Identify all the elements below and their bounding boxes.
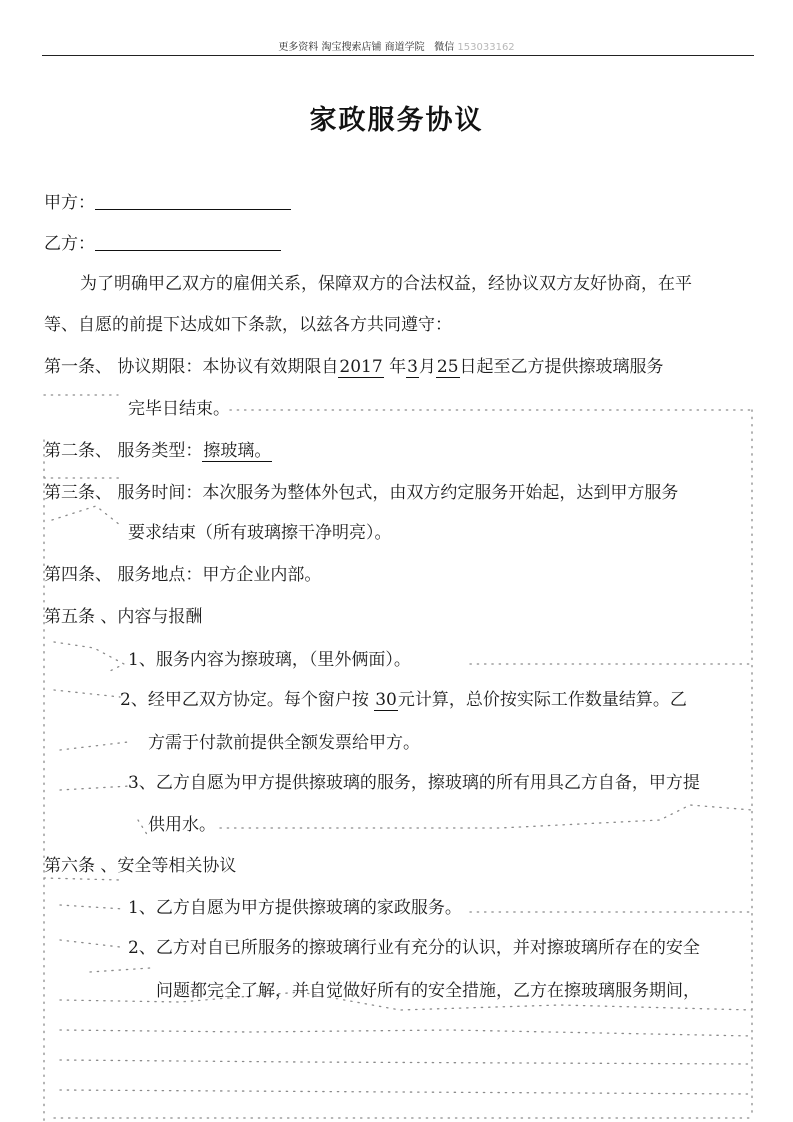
article-6-item-2-line-1: 2、乙方对自已所服务的擦玻璃行业有充分的认识，并对擦玻璃所存在的安全 — [128, 938, 700, 958]
article-3-line-2: 要求结束（所有玻璃擦干净明亮）。 — [128, 523, 392, 543]
article-2-line — [44, 441, 272, 461]
article-5-item-1: 1、服务内容为擦玻璃，（里外俩面）。 — [128, 650, 411, 670]
article-1-month-unit: 月 — [418, 357, 436, 377]
article-1-prefix: 第一条、 协议期限：本协议有效期限自 — [44, 357, 339, 377]
article-1-day: 25 — [436, 357, 459, 377]
party-b-blank[interactable] — [95, 233, 281, 251]
article-1-suffix: 日起至乙方提供擦玻璃服务 — [459, 357, 664, 377]
article-6-item-2-line-2: 问题都完全了解，并自觉做好所有的安全措施，乙方在擦玻璃服务期间， — [156, 981, 700, 1001]
article-1-month: 3 — [407, 357, 418, 377]
article-5-item-2-line-2: 方需于付款前提供全额发票给甲方。 — [148, 733, 420, 753]
header-wechat-label: 微信 — [434, 42, 455, 53]
article-5-item-2-value: 30 — [375, 690, 397, 710]
document-title: 家政服务协议 — [309, 105, 484, 136]
intro-line-2: 等、自愿的前提下达成如下条款，以兹各方共同遵守： — [44, 315, 452, 335]
article-1-year-unit: 年 — [389, 357, 407, 377]
article-1-line-2: 完毕日结束。 — [128, 399, 230, 419]
article-2-prefix: 第二条、 服务类型： — [44, 441, 203, 461]
article-5-item-2-suffix: 元计算，总价按实际工作数量结算。乙 — [397, 690, 687, 710]
article-5-heading: 第五条 、内容与报酬 — [44, 607, 203, 627]
intro-line-1: 为了明确甲乙双方的雇佣关系，保障双方的合法权益，经协议双方友好协商，在平 — [80, 274, 692, 294]
article-2-value: 擦玻璃。 — [203, 441, 272, 461]
header-rule — [42, 55, 754, 56]
article-1-year: 2017 — [339, 357, 383, 377]
header-note-text: 更多资料 淘宝搜索店铺 商道学院 — [278, 42, 425, 53]
article-5-item-2-prefix: 2、经甲乙双方协定。每个窗户按 — [120, 690, 369, 710]
article-5-item-2-line-1 — [120, 690, 687, 710]
article-1-line-1 — [44, 357, 664, 377]
party-b-line — [44, 233, 281, 254]
article-6-heading: 第六条 、安全等相关协议 — [44, 856, 237, 876]
header-wechat-id: 153033162 — [457, 42, 515, 53]
article-5-item-3-line-2: 供用水。 — [148, 815, 216, 835]
party-a-label: 甲方： — [44, 193, 95, 213]
party-a-line — [44, 192, 291, 213]
article-4-line: 第四条、 服务地点：甲方企业内部。 — [44, 565, 322, 585]
party-b-label: 乙方： — [44, 234, 95, 254]
article-3-line-1: 第三条、 服务时间：本次服务为整体外包式，由双方约定服务开始起，达到甲方服务 — [44, 483, 679, 503]
party-a-blank[interactable] — [95, 192, 291, 210]
article-5-item-3-line-1: 3、乙方自愿为甲方提供擦玻璃的服务，擦玻璃的所有用具乙方自备，甲方提 — [128, 773, 700, 793]
header-note — [0, 38, 793, 53]
article-6-item-1: 1、乙方自愿为甲方提供擦玻璃的家政服务。 — [128, 898, 462, 918]
